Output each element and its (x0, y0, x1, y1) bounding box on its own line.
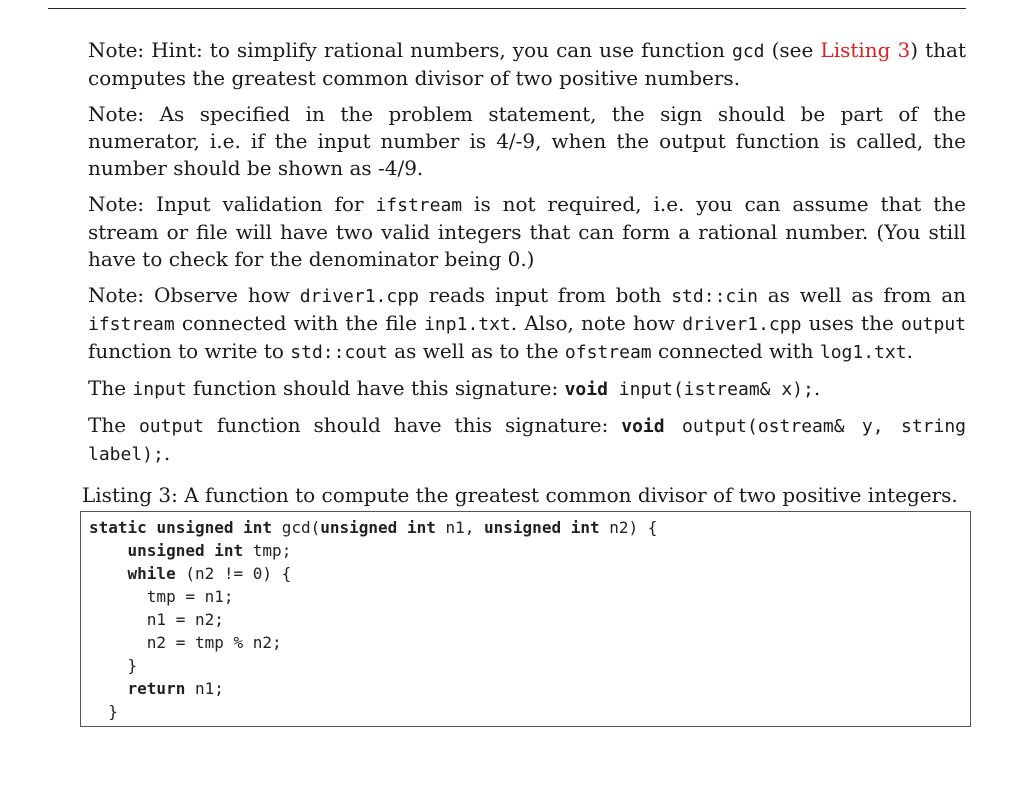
inline-code: void output(ostream& y, string label); (88, 416, 967, 465)
output-signature (88, 412, 966, 468)
inline-code: gcd (732, 41, 765, 62)
text-run: (see (764, 38, 821, 62)
text-run: function should have this signature: (204, 413, 622, 437)
inline-code: input (132, 379, 187, 400)
text-run: ) that computes the greatest common divisor of two positive numbers. (88, 38, 967, 90)
text-run: function should have this signature: (186, 376, 565, 400)
code-line: unsigned int tmp; (127, 541, 292, 560)
inline-code: ifstream (375, 195, 463, 216)
text-run: . (163, 441, 171, 465)
note-sign-numerator (88, 101, 966, 182)
listing-link[interactable]: Listing 3 (820, 38, 911, 62)
inline-code: output (900, 314, 967, 335)
code-line: while (n2 != 0) { (127, 564, 292, 583)
text-run: Note: Observe how (88, 283, 300, 307)
code-line: } (89, 656, 138, 675)
inline-code: void input(istream& x); (564, 379, 814, 400)
note-gcd-hint (88, 37, 966, 92)
inline-code: ofstream (564, 342, 652, 363)
document-body (88, 37, 966, 477)
code-line: return n1; (127, 679, 224, 698)
inline-code: std::cin (671, 286, 758, 307)
listing-caption: Listing 3: A function to compute the greatest common divisor of two positive integers. (82, 483, 958, 507)
inline-code: driver1.cpp (682, 314, 802, 335)
text-run: as well as to the (387, 339, 565, 363)
text-run: . Also, note how (510, 311, 683, 335)
input-signature (88, 375, 966, 403)
inline-code: driver1.cpp (299, 286, 419, 307)
inline-code: output (138, 416, 204, 437)
code-line: static unsigned int gcd(unsigned int n1, unsigned int n2) { (89, 518, 658, 537)
text-run: The (88, 413, 139, 437)
listing-code-box (80, 511, 971, 727)
inline-code: inp1.txt (424, 314, 511, 335)
code-line: tmp = n1; (146, 587, 234, 606)
text-run: connected with the file (174, 311, 425, 335)
text-run: . (906, 339, 913, 363)
text-run: uses the (801, 311, 901, 335)
text-run: The (88, 376, 133, 400)
code-line: n2 = tmp % n2; (89, 633, 282, 652)
text-run: is not required, i.e. you can assume that the stream or file will have two valid integers that can form a rational number. (You still have to check for the denominator being 0.) (88, 192, 967, 271)
text-run: function to write to (88, 339, 291, 363)
text-run: . (813, 376, 821, 400)
note-driver-observe (88, 282, 966, 366)
inline-code: log1.txt (819, 342, 907, 363)
text-run: Note: Hint: to simplify rational numbers, you can use function (88, 38, 732, 62)
text-run: connected with (651, 339, 820, 363)
code-line: n1 = n2; (89, 610, 224, 629)
note-input-validation (88, 191, 966, 273)
top-rule (48, 8, 966, 9)
code-line: } (89, 702, 118, 721)
text-run: as well as from an (757, 283, 966, 307)
text-run: reads input from both (418, 283, 672, 307)
inline-code: ifstream (88, 314, 175, 335)
text-run: Note: As specified in the problem statement, the sign should be part of the numerator, i.e. if the input number is 4/-9, when the output function is called, the number should be shown as -4/9. (88, 102, 966, 180)
inline-code: std::cout (290, 342, 388, 363)
text-run: Note: Input validation for (88, 192, 376, 216)
